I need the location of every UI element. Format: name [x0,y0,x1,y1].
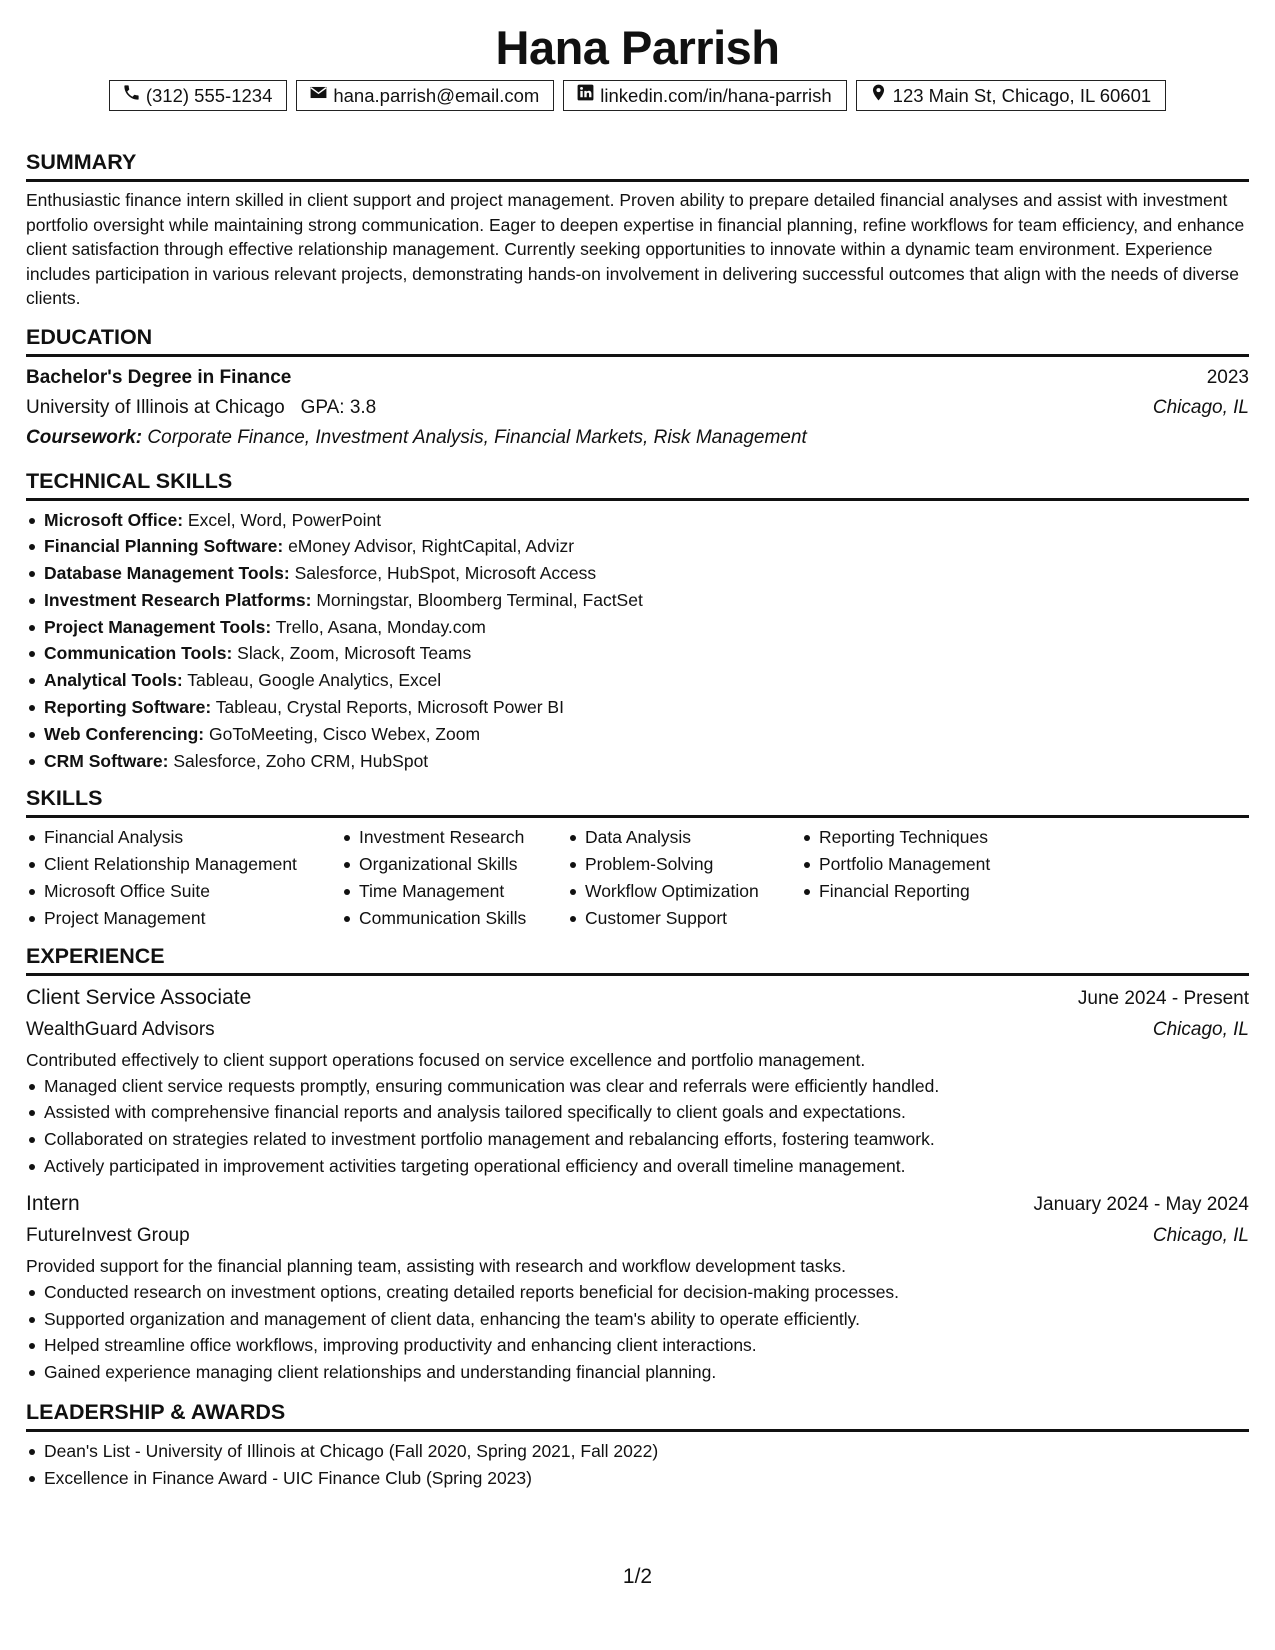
section-divider [26,354,1249,357]
company-name: WealthGuard Advisors [26,1018,215,1040]
job-location: Chicago, IL [1152,1224,1249,1246]
list-item: Dean's List - University of Illinois at Chicago (Fall 2020, Spring 2021, Fall 2022) [26,1438,1249,1465]
list-item: Project Management [26,905,341,932]
section-title: SKILLS [26,786,103,811]
list-item: Financial Reporting [801,878,1041,905]
section-divider [26,498,1249,501]
gpa: GPA: 3.8 [300,396,377,418]
coursework [26,423,1249,453]
list-item: Supported organization and management of client data, enhancing the team's ability to operate efficiently. [26,1306,1249,1333]
school-name: University of Illinois at Chicago [26,396,285,418]
awards-list [26,1438,1249,1492]
email-text: hana.parrish@email.com [333,84,540,106]
envelope-icon [309,82,328,110]
list-item: Communication Skills [341,905,567,932]
job-dates: January 2024 - May 2024 [1033,1193,1249,1215]
list-item: Helped streamline office workflows, improving productivity and enhancing client interactions. [26,1332,1249,1359]
section-divider [26,1429,1249,1432]
awards-section [26,1392,1249,1492]
job-title: Intern [26,1191,80,1215]
job-description: Provided support for the financial planning team, assisting with research and workflow development tasks. [26,1255,847,1276]
list-item: Client Relationship Management [26,851,341,878]
list-item: Portfolio Management [801,851,1041,878]
address-text: 123 Main St, Chicago, IL 60601 [892,84,1152,106]
contact-bar [0,80,1275,111]
job-location: Chicago, IL [1152,1018,1249,1040]
skills-column [801,824,1041,931]
job-entry [26,1188,1249,1386]
list-item: Managed client service requests promptly, ensuring communication was clear and referrals were efficiently handled. [26,1073,1249,1100]
section-divider [26,815,1249,818]
list-item: Financial Analysis [26,824,341,851]
list-item: Assisted with comprehensive financial reports and analysis tailored specifically to client goals and expectations. [26,1099,1249,1126]
list-item: Reporting Techniques [801,824,1041,851]
contact-email[interactable] [296,80,554,111]
contact-linkedin[interactable] [563,80,846,111]
graduation-year: 2023 [1206,366,1249,388]
linkedin-text: linkedin.com/in/hana-parrish [600,84,832,106]
skills-section [26,778,1249,931]
list-item: Excellence in Finance Award - UIC Finance Club (Spring 2023) [26,1465,1249,1492]
phone-text: (312) 555-1234 [145,84,273,106]
list-item: Analytical Tools: Tableau, Google Analytics, Excel [26,667,1249,694]
list-item: Collaborated on strategies related to investment portfolio management and rebalancing efforts, fostering teamwork. [26,1126,1249,1153]
company-name: FutureInvest Group [26,1224,190,1246]
list-item: Gained experience managing client relationships and understanding financial planning. [26,1359,1249,1386]
summary-text: Enthusiastic finance intern skilled in client support and project management. Proven ability to prepare detailed financial analyses and assist with investment portfolio oversight while maintaining strong communication. Eager to deepen expertise in financial planning, refine workflows for team efficiency, and enhance client satisfaction through effective relationship management. Currently seeking opportunities to innovate within a dynamic team environment. Experience includes participation in various relevant projects, demonstrating hands-on involvement in delivering successful outcomes that align with the needs of diverse clients. [26,190,1245,308]
list-item: Reporting Software: Tableau, Crystal Reports, Microsoft Power BI [26,694,1249,721]
section-title: EDUCATION [26,324,153,349]
section-title: SUMMARY [26,150,137,174]
job-title: Client Service Associate [26,985,252,1009]
list-item: Organizational Skills [341,851,567,878]
list-item: Actively participated in improvement activities targeting operational efficiency and overall timeline management. [26,1153,1249,1180]
resume-content [26,142,1249,1492]
list-item: Time Management [341,878,567,905]
coursework-label: Coursework: [26,426,143,448]
skills-grid [26,824,1249,931]
section-title: TECHNICAL SKILLS [26,468,233,493]
list-item: Project Management Tools: Trello, Asana, Monday.com [26,614,1249,641]
list-item: Investment Research [341,824,567,851]
list-item: Customer Support [567,905,801,932]
page-number: 1/2 [622,1565,653,1588]
coursework-list: Corporate Finance, Investment Analysis, Financial Markets, Risk Management [147,426,807,448]
list-item: Financial Planning Software: eMoney Advisor, RightCapital, Advizr [26,533,1249,560]
list-item: Web Conferencing: GoToMeeting, Cisco Webex, Zoom [26,721,1249,748]
list-item: CRM Software: Salesforce, Zoho CRM, HubSpot [26,748,1249,775]
list-item: Database Management Tools: Salesforce, HubSpot, Microsoft Access [26,560,1249,587]
list-item: Microsoft Office: Excel, Word, PowerPoint [26,507,1249,534]
school-location: Chicago, IL [1152,396,1249,418]
list-item: Conducted research on investment options, creating detailed reports beneficial for decision-making processes. [26,1279,1249,1306]
list-item: Problem-Solving [567,851,801,878]
technical-skills-list [26,507,1249,775]
education-section [26,317,1249,453]
candidate-name: Hana Parrish [495,21,780,74]
experience-section [26,936,1249,1386]
contact-phone[interactable] [109,80,288,111]
list-item: Microsoft Office Suite [26,878,341,905]
technical-skills-section [26,461,1249,775]
skills-column [567,824,801,931]
job-entry [26,982,1249,1180]
phone-icon [122,82,141,110]
linkedin-icon [576,82,595,110]
list-item: Workflow Optimization [567,878,801,905]
job-dates: June 2024 - Present [1077,987,1249,1009]
section-divider [26,973,1249,976]
contact-address[interactable] [856,80,1167,111]
job-bullets [26,1279,1249,1386]
section-title: LEADERSHIP & AWARDS [26,1400,286,1425]
degree-title: Bachelor's Degree in Finance [26,366,292,388]
skills-column [341,824,567,931]
skills-column [26,824,341,931]
list-item: Data Analysis [567,824,801,851]
summary-section [26,142,1249,311]
section-divider [26,179,1249,182]
section-title: EXPERIENCE [26,943,165,968]
job-description: Contributed effectively to client support operations focused on service excellence and portfolio management. [26,1049,866,1070]
job-bullets [26,1073,1249,1180]
list-item: Communication Tools: Slack, Zoom, Microsoft Teams [26,640,1249,667]
list-item: Investment Research Platforms: Morningstar, Bloomberg Terminal, FactSet [26,587,1249,614]
map-marker-icon [869,82,888,110]
